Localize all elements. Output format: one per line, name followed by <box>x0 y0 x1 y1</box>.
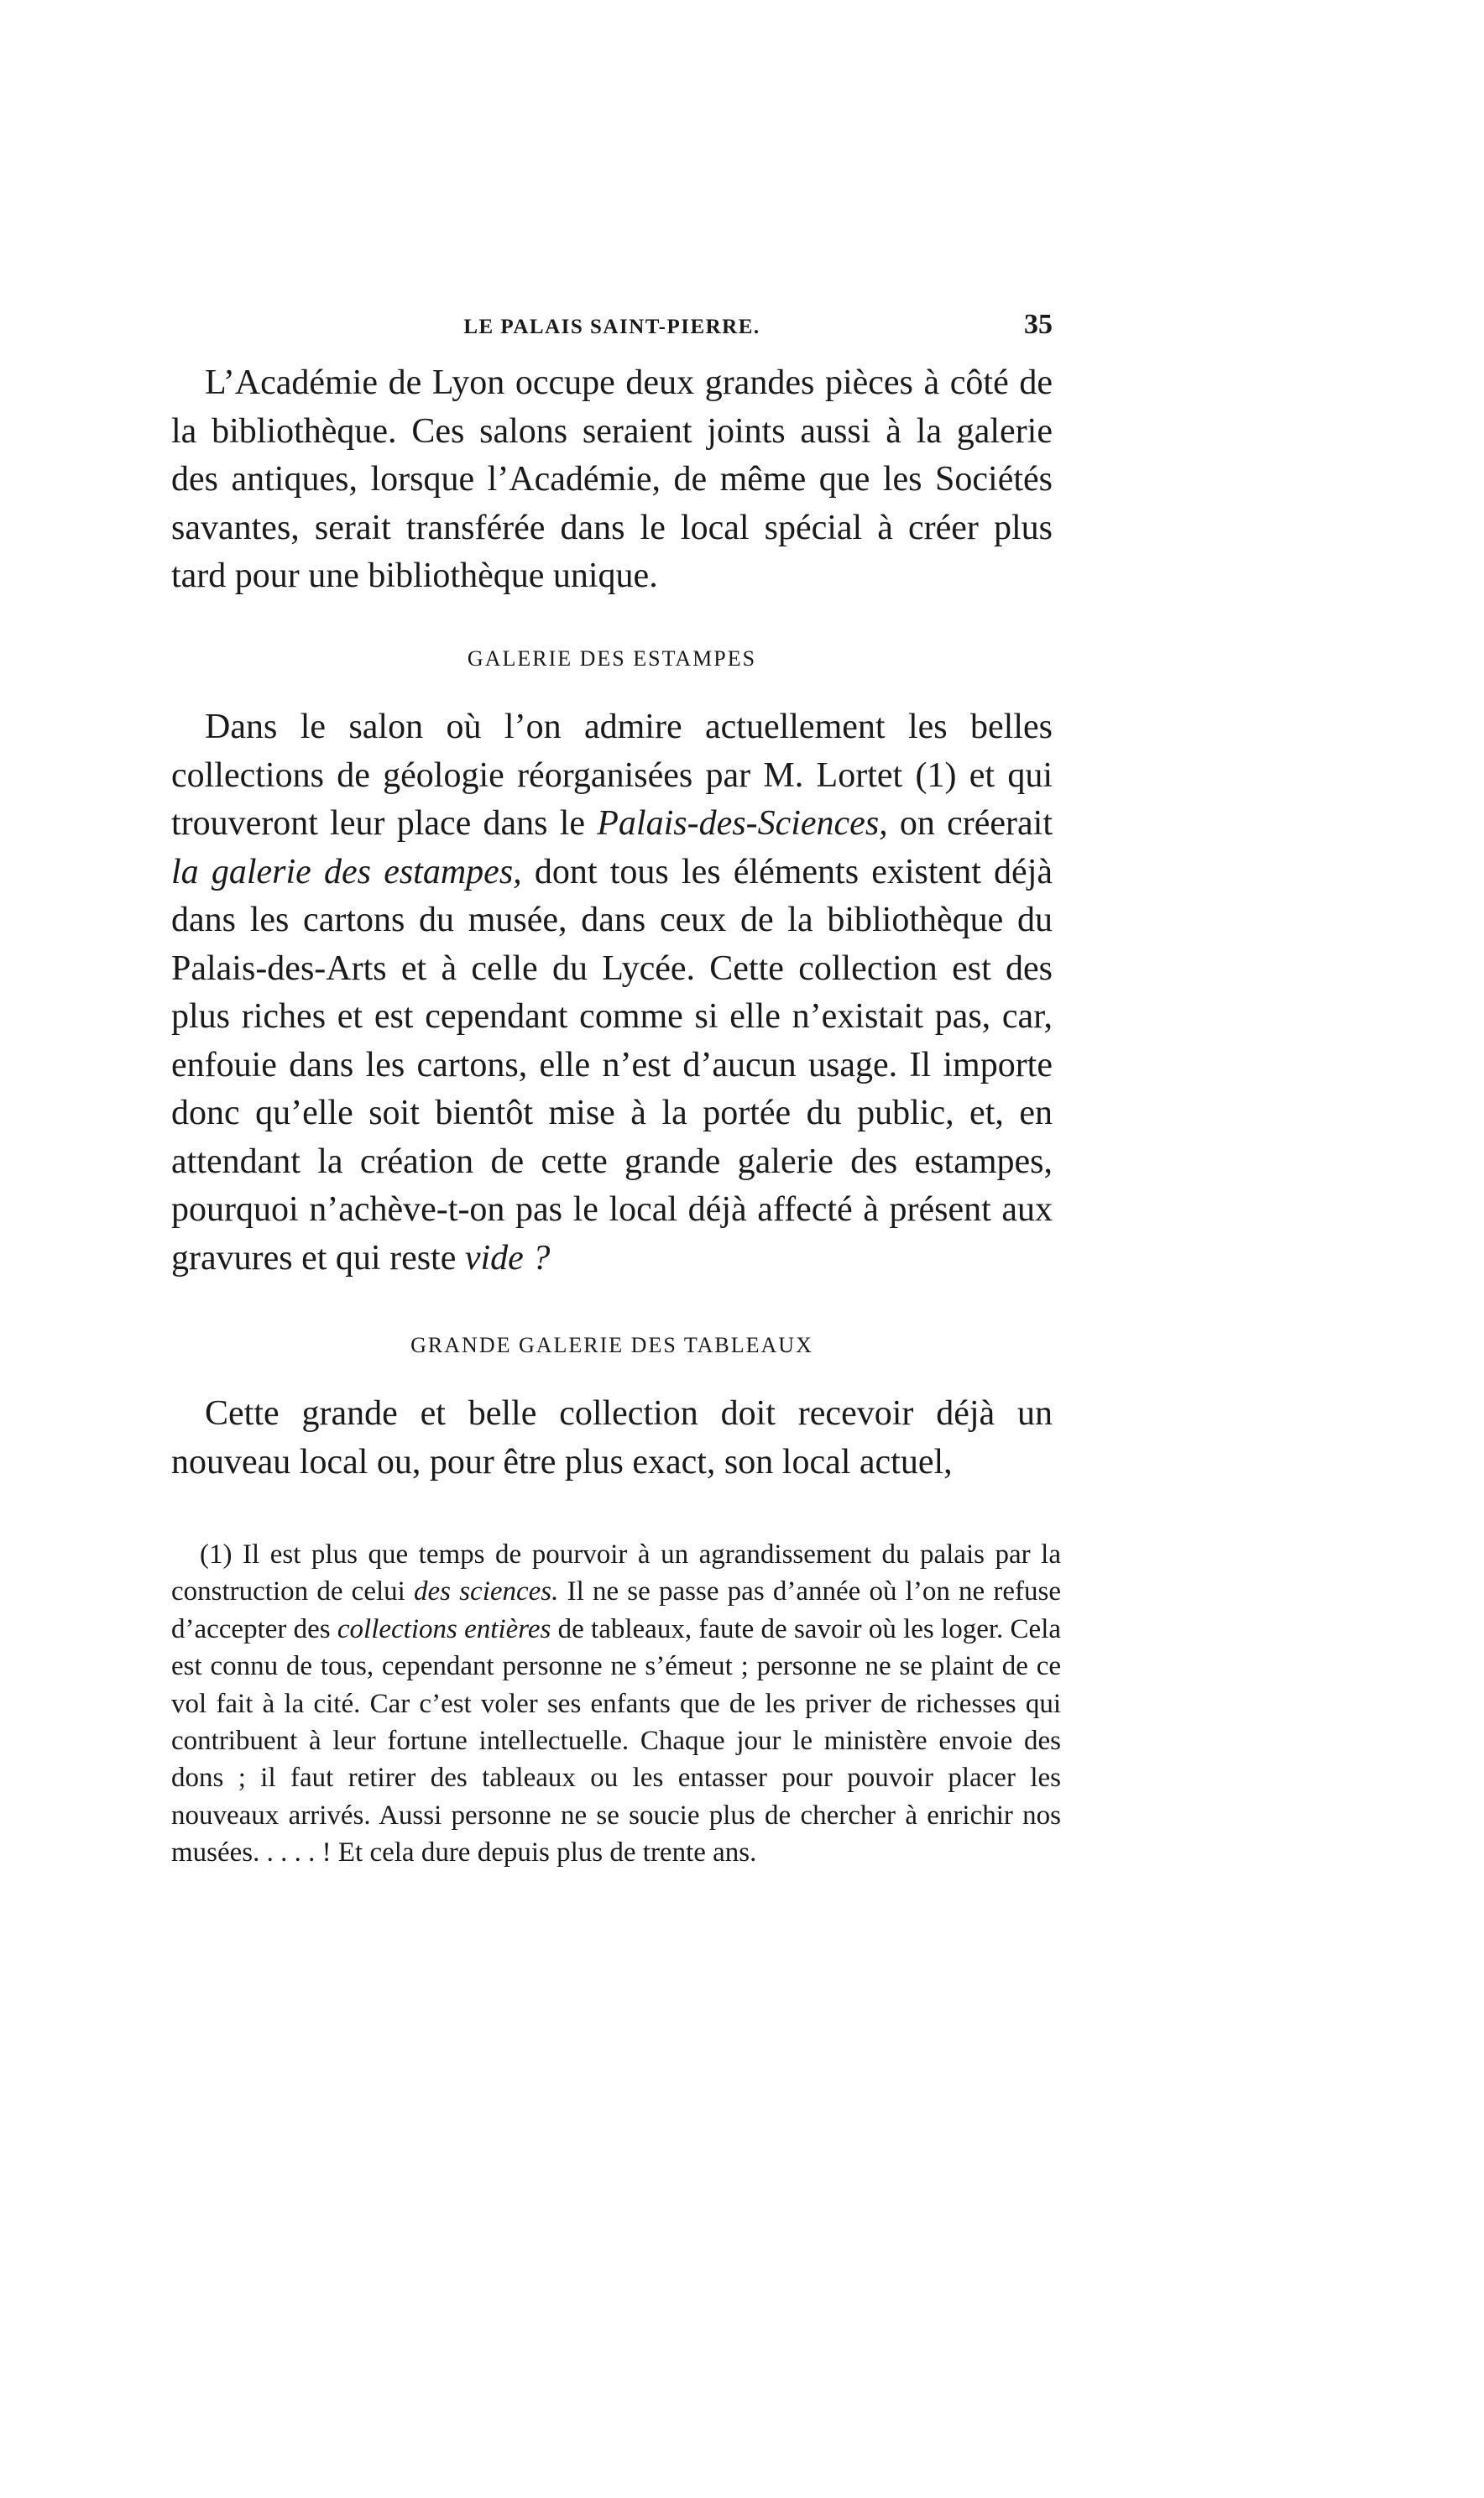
estampes-text-3: dont tous les éléments existent déjà dans les cartons du musée, dans ceux de la bibliothèque du Palais-des-Arts et à celle du Lycée. Cette collection est des plus riches et est cependant comme si elle n’existait pas, car, enfouie dans les cartons, elle n’est d’aucun usage. Il importe donc qu’elle soit bientôt mise à la portée du public, et, en attendant la création de cette grande galerie des estampes, pourquoi n’achève-t-on pas le local déjà affecté à présent aux gravures et qui reste <box>171 852 1053 1278</box>
paragraph-academie: L’Académie de Lyon occupe deux grandes pièces à côté de la bibliothèque. Ces salons seraient joints aussi à la galerie des antiques, lorsque l’Académie, de même que les Sociétés savantes, serait transférée dans le local spécial à créer plus tard pour une bibliothèque unique. <box>171 363 1053 595</box>
footnote-italic-2: collections entières <box>337 1613 551 1644</box>
paragraph-estampes <box>171 703 1053 1283</box>
estampes-text-1: Dans le salon où l’on admire actuellement les belles collections de géologie réorganisées par M. Lortet (1) et qui trouveront leur place dans le <box>171 708 1053 843</box>
estampes-italic-2: la galerie des estampes, <box>171 852 522 891</box>
page-number: 35 <box>1024 309 1053 340</box>
footnote-text-1: (1) Il est plus que temps de pourvoir à un agrandissement du palais par la construction de celui <box>171 1539 1061 1607</box>
running-head <box>171 309 1053 349</box>
footnote <box>171 1536 1061 1872</box>
footnote-italic-1: des sciences. <box>414 1576 559 1607</box>
estampes-text-2: on créerait <box>887 804 1053 843</box>
running-title: LE PALAIS SAINT-PIERRE. <box>463 316 760 338</box>
section-heading-estampes: GALERIE DES ESTAMPES <box>467 646 757 671</box>
section-heading-tableaux: GRANDE GALERIE DES TABLEAUX <box>410 1333 813 1357</box>
paragraph-tableaux: Cette grande et belle collection doit recevoir déjà un nouveau local ou, pour être plus exact, son local actuel, <box>171 1394 1053 1482</box>
estampes-italic-1: Palais-des-Sciences, <box>597 804 888 843</box>
footnote-text-3: de tableaux, faute de savoir où les loger. Cela est connu de tous, cependant personne ne s’émeut ; personne ne se plaint de ce vol fait à la cité. Car c’est voler ses enfants que de les priver de richesses qui contribuent à leur fortune intellectuelle. Chaque jour le ministère envoie des dons ; il faut retirer des tableaux ou les entasser pour pouvoir placer les nouveaux arrivés. Aussi personne ne se soucie plus de chercher à enrichir nos musées. . . . . ! Et cela dure depuis plus de trente ans. <box>171 1613 1062 1868</box>
footnote-text-2: Il ne se passe pas d’année où l’on ne refuse d’accepter des <box>171 1576 1061 1644</box>
estampes-italic-3: vide ? <box>464 1238 551 1278</box>
